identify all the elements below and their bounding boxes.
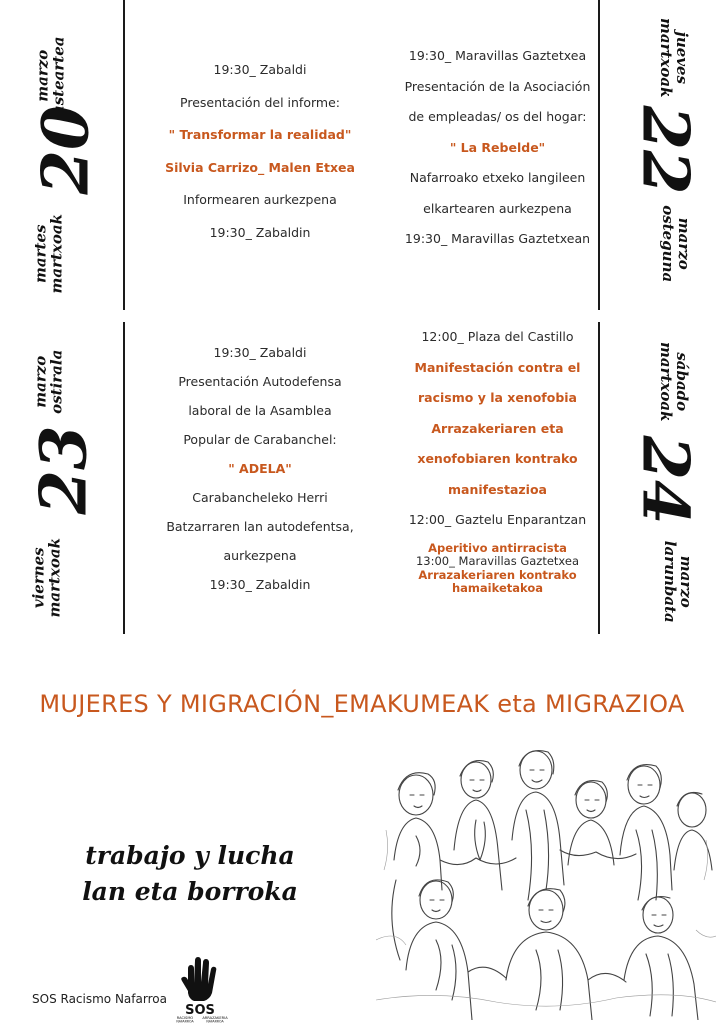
event-22-description: Presentación de la Asociación xyxy=(404,78,591,94)
poster-title: MUJERES Y MIGRACIÓN_EMAKUMEAK eta MIGRAZIOA xyxy=(39,690,685,718)
day-20-month-eu: martxoak xyxy=(47,214,65,294)
day-24-label-top xyxy=(657,337,689,427)
day-23-month: marzo xyxy=(31,355,50,408)
day-23-weekday-eu: ostirala xyxy=(47,349,65,414)
slogan xyxy=(60,838,320,911)
event-24-title-eu-2: xenofobiaren kontrako xyxy=(417,451,578,466)
event-20-speakers: Silvia Carrizo_ Malen Etxea xyxy=(165,159,355,175)
event-22 xyxy=(385,50,610,246)
event-23-title: " ADELA" xyxy=(228,461,292,476)
event-24-hamaiketakoa-2: hamaiketakoa xyxy=(451,581,544,595)
day-23-month-eu: martxoak xyxy=(45,538,63,618)
event-24-title-eu: Arrazakeriaren eta xyxy=(431,420,564,436)
event-24-time-eu: 12:00_ Gaztelu Enparantzan xyxy=(408,512,587,527)
event-24-time-2: 13:00_ Maravillas Gaztetxea xyxy=(415,554,580,568)
women-group-sketch-image xyxy=(376,740,716,1020)
day-20-label-bottom xyxy=(33,209,65,299)
event-24-aperitivo: Aperitivo antirracista xyxy=(428,540,567,555)
day-20-month: marzo xyxy=(33,49,52,102)
event-22-description-2: de empleadas/ os del hogar: xyxy=(408,109,587,124)
event-23-eu-3: aurkezpena xyxy=(223,548,297,563)
event-23-description-2: laboral de la Asamblea xyxy=(188,403,332,418)
day-22-month-eu: martxoak xyxy=(657,18,675,98)
day-22-label-bottom xyxy=(659,199,691,289)
day-24-month: marzo xyxy=(676,555,695,608)
event-20-description: Presentación del informe: xyxy=(180,94,340,110)
event-22-title: " La Rebelde" xyxy=(449,139,546,155)
event-22-time: 19:30_ Maravillas Gaztetxea xyxy=(408,48,587,63)
divider-line xyxy=(123,322,125,634)
day-20-weekday-es: martes xyxy=(31,224,50,283)
event-24-title: Manifestación contra el xyxy=(414,359,581,375)
event-23-eu: Carabancheleko Herri xyxy=(192,490,328,505)
sos-logo-sub-left-2: NAFARROA xyxy=(176,1019,194,1023)
day-22-label-top xyxy=(657,13,689,103)
sos-logo-sub-right: ARRAZAKERIA xyxy=(202,1016,228,1020)
event-24-time: 12:00_ Plaza del Castillo xyxy=(421,329,574,344)
event-24 xyxy=(385,331,610,595)
slogan-es: trabajo y lucha xyxy=(85,841,295,870)
sos-logo-sub-right-2: NAFARROA xyxy=(206,1019,224,1023)
day-23-weekday-es: viernes xyxy=(29,547,48,609)
day-23-number: 23 xyxy=(26,425,102,515)
event-23-eu-2: Batzarraren lan autodefentsa, xyxy=(166,519,354,534)
day-24-weekday-es: sábado xyxy=(672,352,691,412)
event-23-time-eu: 19:30_ Zabaldin xyxy=(209,577,311,592)
day-20-weekday-eu: asteartea xyxy=(49,36,67,115)
day-22-weekday-eu: osteguna xyxy=(659,205,677,283)
event-23-description-3: Popular de Carabanchel: xyxy=(183,432,337,447)
day-22-weekday-es: jueves xyxy=(672,31,691,85)
day-24-month-eu: martxoak xyxy=(657,342,675,422)
day-22-month: marzo xyxy=(674,217,693,270)
divider-line xyxy=(123,0,125,310)
day-24-number: 24 xyxy=(627,435,703,525)
event-24-title-eu-3: manifestazioa xyxy=(448,481,547,497)
event-24-hamaiketakoa: Arrazakeriaren kontrako xyxy=(418,567,577,582)
slogan-eu: lan eta borroka xyxy=(82,877,298,907)
day-24-label-bottom xyxy=(661,537,693,627)
day-23-label-top xyxy=(33,337,65,427)
organization-name: SOS Racismo Nafarroa xyxy=(32,992,167,1006)
event-20-time: 19:30_ Zabaldi xyxy=(213,62,307,77)
day-22-number: 22 xyxy=(627,105,703,195)
day-24-weekday-eu: larunbata xyxy=(661,540,679,623)
day-23-label-bottom xyxy=(31,533,63,623)
day-20-number: 20 xyxy=(28,105,104,195)
event-22-eu-2: elkartearen aurkezpena xyxy=(423,200,572,216)
event-20-time-eu: 19:30_ Zabaldin xyxy=(209,224,311,240)
event-23-description: Presentación Autodefensa xyxy=(178,374,342,389)
sos-logo-sub-left: RACISMO xyxy=(176,1016,194,1020)
sos-logo xyxy=(170,955,230,1023)
sos-logo-text: SOS xyxy=(185,1003,215,1018)
event-20 xyxy=(130,64,390,239)
event-23 xyxy=(130,347,390,592)
event-20-title: " Transformar la realidad" xyxy=(168,127,352,142)
event-22-eu: Nafarroako etxeko langileen xyxy=(409,170,586,185)
event-23-time: 19:30_ Zabaldi xyxy=(213,345,307,360)
event-24-title-2: racismo y la xenofobia xyxy=(418,390,577,405)
event-20-eu: Informearen aurkezpena xyxy=(183,192,337,207)
event-22-time-eu: 19:30_ Maravillas Gaztetxean xyxy=(404,231,591,246)
